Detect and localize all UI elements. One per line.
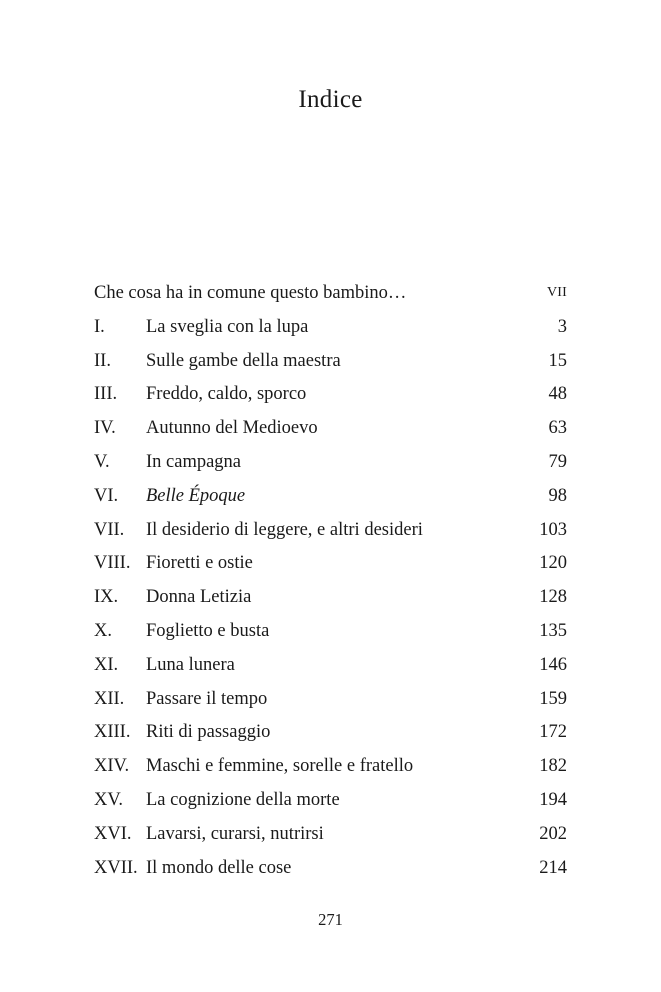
toc-entry-number: I. [94, 316, 105, 337]
toc-entry-number: IV. [94, 418, 116, 439]
table-of-contents [94, 280, 567, 888]
page-number: 271 [318, 910, 343, 929]
toc-entry-number: XV. [94, 789, 123, 810]
toc-entry-page: 15 [548, 350, 567, 371]
toc-entry-page: 128 [539, 587, 567, 608]
toc-entry[interactable] [94, 449, 567, 483]
toc-entry-number: XII. [94, 688, 125, 709]
toc-entry-page: 79 [548, 451, 567, 472]
toc-entry-number: XIV. [94, 756, 130, 777]
toc-entry[interactable] [94, 855, 567, 889]
toc-entry-number: XVI. [94, 823, 132, 844]
toc-entry-title: In campagna [146, 451, 242, 472]
toc-entry-number: XVII. [94, 857, 138, 878]
toc-entry-page: 194 [539, 789, 567, 810]
toc-entry[interactable] [94, 517, 567, 551]
toc-entry-page: 98 [548, 485, 567, 506]
toc-entry-page: 63 [548, 418, 567, 439]
toc-entry-title: Passare il tempo [146, 688, 268, 709]
toc-entry-title: Maschi e femmine, sorelle e fratello [146, 756, 414, 777]
toc-entry[interactable] [94, 483, 567, 517]
toc-entry[interactable] [94, 381, 567, 415]
toc-entry[interactable] [94, 618, 567, 652]
toc-entry-number: X. [94, 620, 112, 641]
toc-entry-number: VII. [94, 519, 125, 540]
toc-entry-title: Il desiderio di leggere, e altri desideri [146, 519, 423, 540]
toc-entry[interactable] [94, 415, 567, 449]
toc-entry-title: Che cosa ha in comune questo bambino… [94, 283, 407, 303]
toc-entry[interactable] [94, 348, 567, 382]
toc-entry-page: 48 [548, 384, 567, 405]
toc-entry-number: V. [94, 451, 110, 472]
toc-entry-page: 172 [539, 722, 567, 743]
page-title: Indice [298, 86, 363, 113]
toc-entry-title: Freddo, caldo, sporco [146, 384, 307, 405]
toc-entry-page: 146 [539, 654, 567, 675]
toc-entry-number: III. [94, 384, 118, 405]
toc-entry-title: Lavarsi, curarsi, nutrirsi [146, 823, 324, 844]
toc-entry-number: VI. [94, 485, 119, 506]
toc-entry-title: Fioretti e ostie [146, 553, 253, 574]
toc-entry-page: 120 [539, 553, 567, 574]
toc-entry-title: La cognizione della morte [146, 789, 340, 810]
toc-entry-title: Belle Époque [146, 485, 246, 506]
toc-entry-page: 103 [539, 519, 567, 540]
toc-entry[interactable] [94, 686, 567, 720]
toc-entry-page: 202 [539, 823, 567, 844]
toc-entry[interactable] [94, 584, 567, 618]
toc-entry-title: Il mondo delle cose [146, 857, 292, 878]
toc-entry-intro[interactable] [94, 280, 567, 314]
toc-entry-number: XIII. [94, 722, 131, 743]
toc-entry[interactable] [94, 719, 567, 753]
toc-entry-page: 159 [539, 688, 567, 709]
toc-entry-page: 3 [557, 316, 567, 337]
toc-entry[interactable] [94, 652, 567, 686]
toc-entry-number: VIII. [94, 553, 131, 574]
toc-entry-title: Sulle gambe della maestra [146, 350, 341, 371]
toc-entry-title: Riti di passaggio [146, 722, 271, 743]
toc-entry[interactable] [94, 821, 567, 855]
toc-entry[interactable] [94, 314, 567, 348]
toc-entry-number: IX. [94, 587, 119, 608]
toc-entry-page: 182 [539, 756, 567, 777]
toc-entry[interactable] [94, 550, 567, 584]
toc-entry-page: 135 [539, 620, 567, 641]
toc-entry-title: La sveglia con la lupa [146, 316, 309, 337]
toc-entry-number: II. [94, 350, 111, 371]
toc-entry-number: XI. [94, 654, 119, 675]
toc-entry[interactable] [94, 787, 567, 821]
toc-entry-page: 214 [539, 857, 567, 878]
toc-entry-title: Luna lunera [146, 654, 235, 675]
toc-entry[interactable] [94, 753, 567, 787]
toc-entry-title: Donna Letizia [146, 587, 252, 608]
toc-entry-title: Foglietto e busta [146, 620, 270, 641]
toc-entry-page: VII [546, 285, 567, 300]
toc-entry-title: Autunno del Medioevo [146, 418, 318, 439]
